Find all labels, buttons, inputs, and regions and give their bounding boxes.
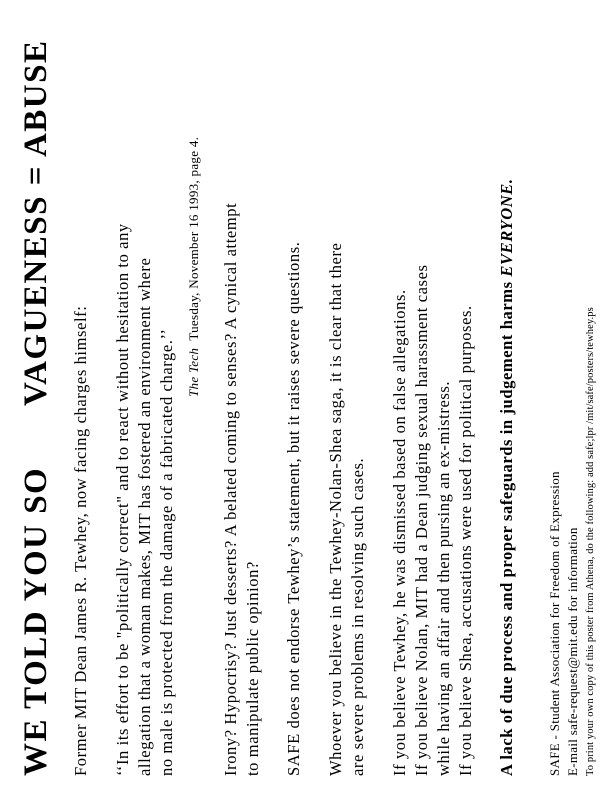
belief-nolan-cont: while having an affair and then pursing an ex-mistress. [434,380,453,776]
footer-print-instructions: To print your own copy of this poster from Athena, do the following: add safe;lpr /mit/safe/posters/tewhey.ps [585,307,596,776]
intro-line: Former MIT Dean James R. Tewhey, now facing charges himself: [71,305,90,776]
title-vagueness-abuse: VAGUENESS = ABUSE [18,39,54,406]
title-we-told-you-so: WE TOLD YOU SO [18,466,54,776]
saga-line-1: Whoever you believe in the Tewhey-Nolan-Shea saga, it is clear that there [326,242,345,776]
belief-tewhey: If you believe Tewhey, he was dismissed based on false allegations. [390,289,409,776]
irony-line-2: to manipulate public opinion? [243,561,262,776]
belief-shea: If you believe Shea, accusations were used for political purposes. [456,305,475,776]
quote-line-1: ‘‘In its effort to be "politically correct" and to react without hesitation to any [113,223,132,776]
saga-line-2: are severe problems in resolving such cases. [348,457,367,776]
conclusion-emphasis: EVERYONE. [497,178,516,277]
quote-line-2: allegation that a woman makes, MIT has fostered an environment where [135,257,154,776]
conclusion-line [497,178,517,776]
quote-line-3: no male is protected from the damage of a fabricated charge.’’ [157,328,176,776]
footer-email: E-mail safe-request@mit.edu for information [565,527,580,776]
quote-source [186,137,202,397]
source-publication: The Tech [186,347,201,397]
irony-line-1: Irony? Hypocrisy? Just desserts? A belated coming to senses? A cynical attempt [221,202,240,776]
footer-org: SAFE - Student Association for Freedom of Expression [547,471,562,776]
conclusion-text: A lack of due process and proper safeguards in judgement harms [497,276,516,776]
endorse-line: SAFE does not endorse Tewhey’s statement, but it raises severe questions. [284,241,303,776]
belief-nolan: If you believe Nolan, MIT had a Dean judging sexual harassment cases [412,264,431,776]
source-date: Tuesday, November 16 1993, page 4. [186,136,201,341]
